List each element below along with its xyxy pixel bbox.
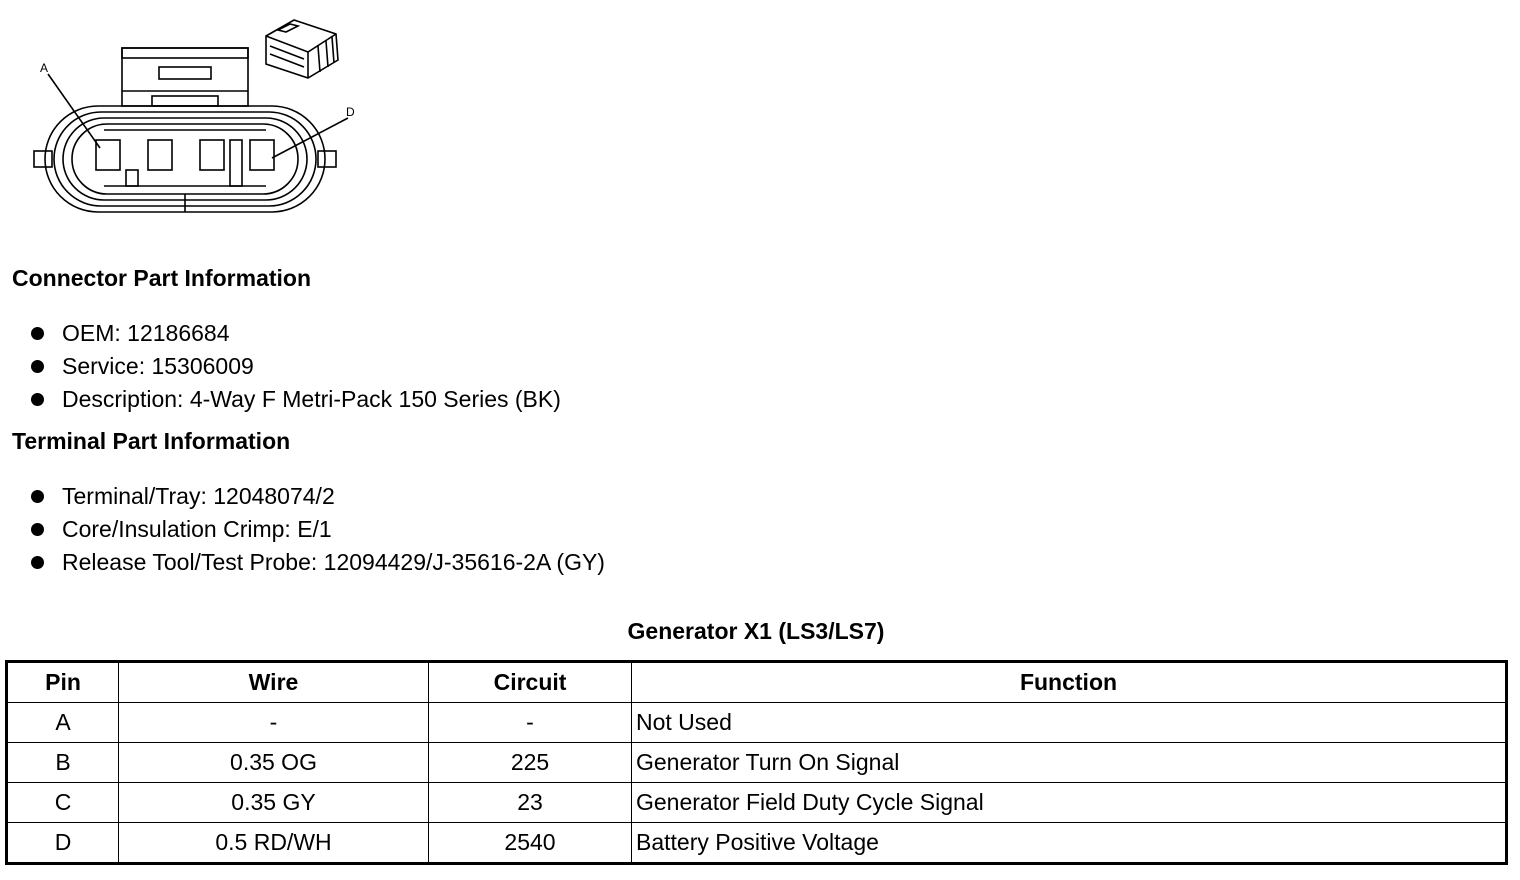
connector-latch-housing bbox=[122, 48, 248, 106]
bullet-icon bbox=[31, 393, 44, 406]
list-item: Service: 15306009 bbox=[28, 350, 561, 383]
cavity-d bbox=[250, 140, 274, 170]
cell-wire: - bbox=[119, 703, 429, 743]
terminal-info-list bbox=[28, 480, 605, 579]
cell-pin: B bbox=[7, 743, 119, 783]
bullet-icon bbox=[31, 327, 44, 340]
table-row bbox=[7, 823, 1507, 864]
cell-pin: A bbox=[7, 703, 119, 743]
table-row bbox=[7, 743, 1507, 783]
table-row bbox=[7, 703, 1507, 743]
cell-circuit: - bbox=[429, 703, 632, 743]
cell-pin: C bbox=[7, 783, 119, 823]
label-pin-a: A bbox=[40, 61, 49, 75]
cell-circuit: 225 bbox=[429, 743, 632, 783]
cell-wire: 0.35 GY bbox=[119, 783, 429, 823]
header-pin: Pin bbox=[7, 662, 119, 703]
cell-circuit: 2540 bbox=[429, 823, 632, 864]
cell-wire: 0.5 RD/WH bbox=[119, 823, 429, 864]
connector-side-tab-right bbox=[318, 151, 336, 167]
table-row bbox=[7, 783, 1507, 823]
cell-wire: 0.35 OG bbox=[119, 743, 429, 783]
cell-function: Generator Turn On Signal bbox=[632, 743, 1507, 783]
bullet-icon bbox=[31, 490, 44, 503]
cell-function: Not Used bbox=[632, 703, 1507, 743]
terminal-info-heading: Terminal Part Information bbox=[12, 428, 291, 454]
connector-diagram bbox=[28, 8, 368, 218]
list-item: Description: 4-Way F Metri-Pack 150 Series (BK) bbox=[28, 383, 561, 416]
cavity-c bbox=[200, 140, 224, 170]
connector-latch-window bbox=[159, 67, 211, 79]
list-item: Terminal/Tray: 12048074/2 bbox=[28, 480, 605, 513]
connector-3d-view bbox=[266, 20, 338, 78]
list-item: OEM: 12186684 bbox=[28, 317, 561, 350]
connector-info-heading: Connector Part Information bbox=[12, 265, 312, 291]
cell-function: Generator Field Duty Cycle Signal bbox=[632, 783, 1507, 823]
pin-table bbox=[5, 660, 1508, 865]
table-title: Generator X1 (LS3/LS7) bbox=[627, 618, 885, 644]
cavity-b bbox=[148, 140, 172, 170]
bullet-icon bbox=[31, 556, 44, 569]
connector-side-tab-left bbox=[34, 151, 52, 167]
leader-line-a bbox=[48, 74, 100, 148]
cell-circuit: 23 bbox=[429, 783, 632, 823]
header-function: Function bbox=[632, 662, 1507, 703]
cell-function: Battery Positive Voltage bbox=[632, 823, 1507, 864]
header-wire: Wire bbox=[119, 662, 429, 703]
list-item: Release Tool/Test Probe: 12094429/J-35616-2A (GY) bbox=[28, 546, 605, 579]
bullet-icon bbox=[31, 523, 44, 536]
table-header-row bbox=[7, 662, 1507, 703]
header-circuit: Circuit bbox=[429, 662, 632, 703]
list-item: Core/Insulation Crimp: E/1 bbox=[28, 513, 605, 546]
bullet-icon bbox=[31, 360, 44, 373]
cavity-a bbox=[96, 140, 120, 170]
label-pin-d: D bbox=[346, 105, 355, 119]
connector-latch-top bbox=[122, 48, 248, 58]
connector-info-list bbox=[28, 317, 561, 416]
cell-pin: D bbox=[7, 823, 119, 864]
